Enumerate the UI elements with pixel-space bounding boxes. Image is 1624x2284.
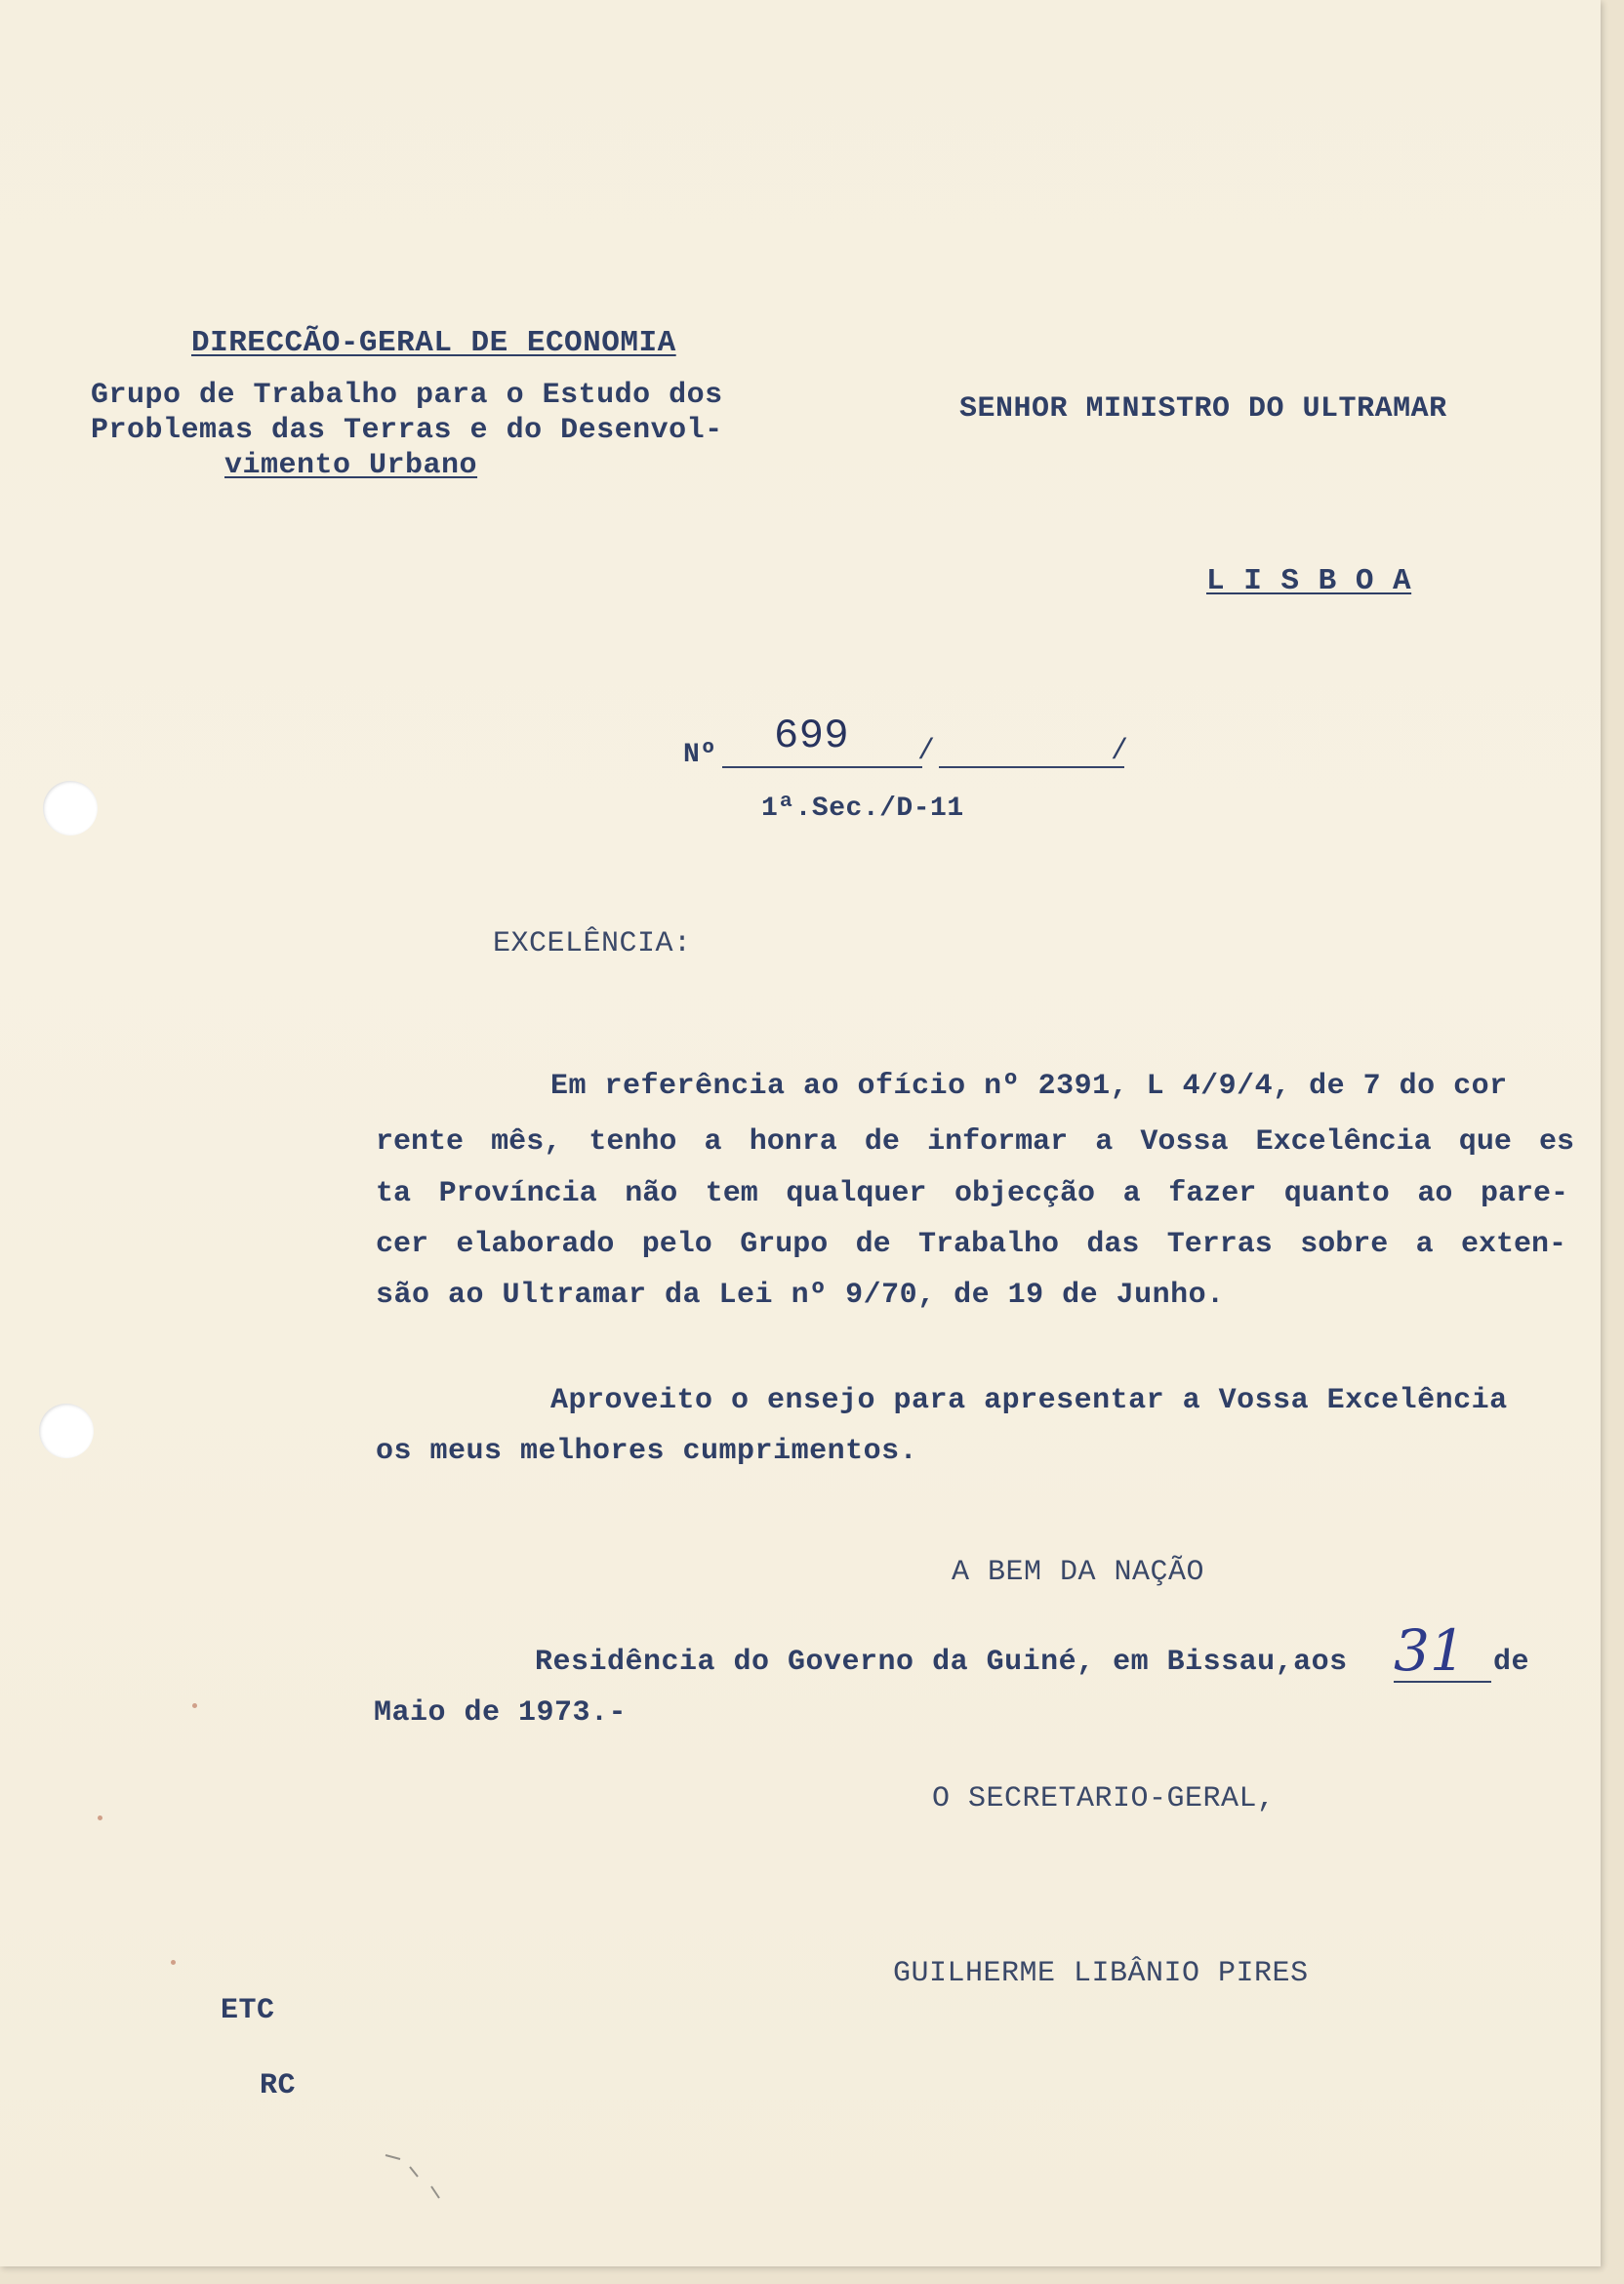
punch-hole-top <box>43 781 98 836</box>
reference-slash-2: / <box>1111 735 1129 768</box>
paragraph-2-line-1: Aproveito o ensejo para apresentar a Vossa Excelência <box>550 1384 1508 1417</box>
working-group-line-1: Grupo de Trabalho para o Estudo dos <box>91 379 723 412</box>
paper-speck <box>98 1815 102 1820</box>
reference-number: 699 <box>774 713 850 759</box>
reference-slash-1: / <box>917 735 936 768</box>
date-line-2: Maio de 1973.- <box>374 1696 628 1730</box>
recipient-city: L I S B O A <box>1206 564 1412 598</box>
paragraph-1-line-1: Em referência ao ofício nº 2391, L 4/9/4, de 7 do cor <box>550 1070 1508 1103</box>
initials-rc: RC <box>260 2069 297 2102</box>
date-line-prefix: Residência do Governo da Guiné, em Bissau,aos <box>535 1646 1348 1679</box>
reference-blank-underline <box>939 766 1124 768</box>
punch-hole-bottom <box>39 1404 94 1458</box>
paragraph-2-line-2: os meus melhores cumprimentos. <box>376 1435 918 1468</box>
signatory-name: GUILHERME LIBÂNIO PIRES <box>893 1957 1309 1990</box>
paragraph-1-line-3: ta Província não tem qualquer objecção a fazer quanto ao pare- <box>376 1177 1568 1210</box>
paragraph-1-line-2: rente mês, tenho a honra de informar a Vossa Excelência que es <box>376 1125 1574 1159</box>
closing-formula: A BEM DA NAÇÃO <box>952 1556 1205 1589</box>
working-group-line-3: vimento Urbano <box>224 449 478 482</box>
salutation: EXCELÊNCIA: <box>493 927 692 960</box>
paragraph-1-line-4: cer elaborado pelo Grupo de Trabalho das Terras sobre a exten- <box>376 1228 1566 1261</box>
initials-etc: ETC <box>221 1994 275 2027</box>
working-group-line-2: Problemas das Terras e do Desenvol- <box>91 414 723 447</box>
paper-speck <box>171 1960 176 1965</box>
pencil-mark <box>381 2147 459 2206</box>
paragraph-1-line-5: são ao Ultramar da Lei nº 9/70, de 19 de Junho. <box>376 1279 1225 1312</box>
reference-label: Nº <box>683 740 717 770</box>
paper-speck <box>192 1703 197 1708</box>
reference-number-underline <box>722 766 922 768</box>
department-heading: DIRECCÃO-GERAL DE ECONOMIA <box>191 326 676 360</box>
date-day-underline <box>1394 1681 1491 1683</box>
signatory-title: O SECRETARIO-GERAL, <box>932 1782 1276 1815</box>
date-line-suffix: de <box>1493 1646 1530 1679</box>
reference-section: 1ª.Sec./D-11 <box>761 794 964 824</box>
recipient-line: SENHOR MINISTRO DO ULTRAMAR <box>959 392 1447 426</box>
handwritten-day: 31 <box>1394 1617 1466 1684</box>
